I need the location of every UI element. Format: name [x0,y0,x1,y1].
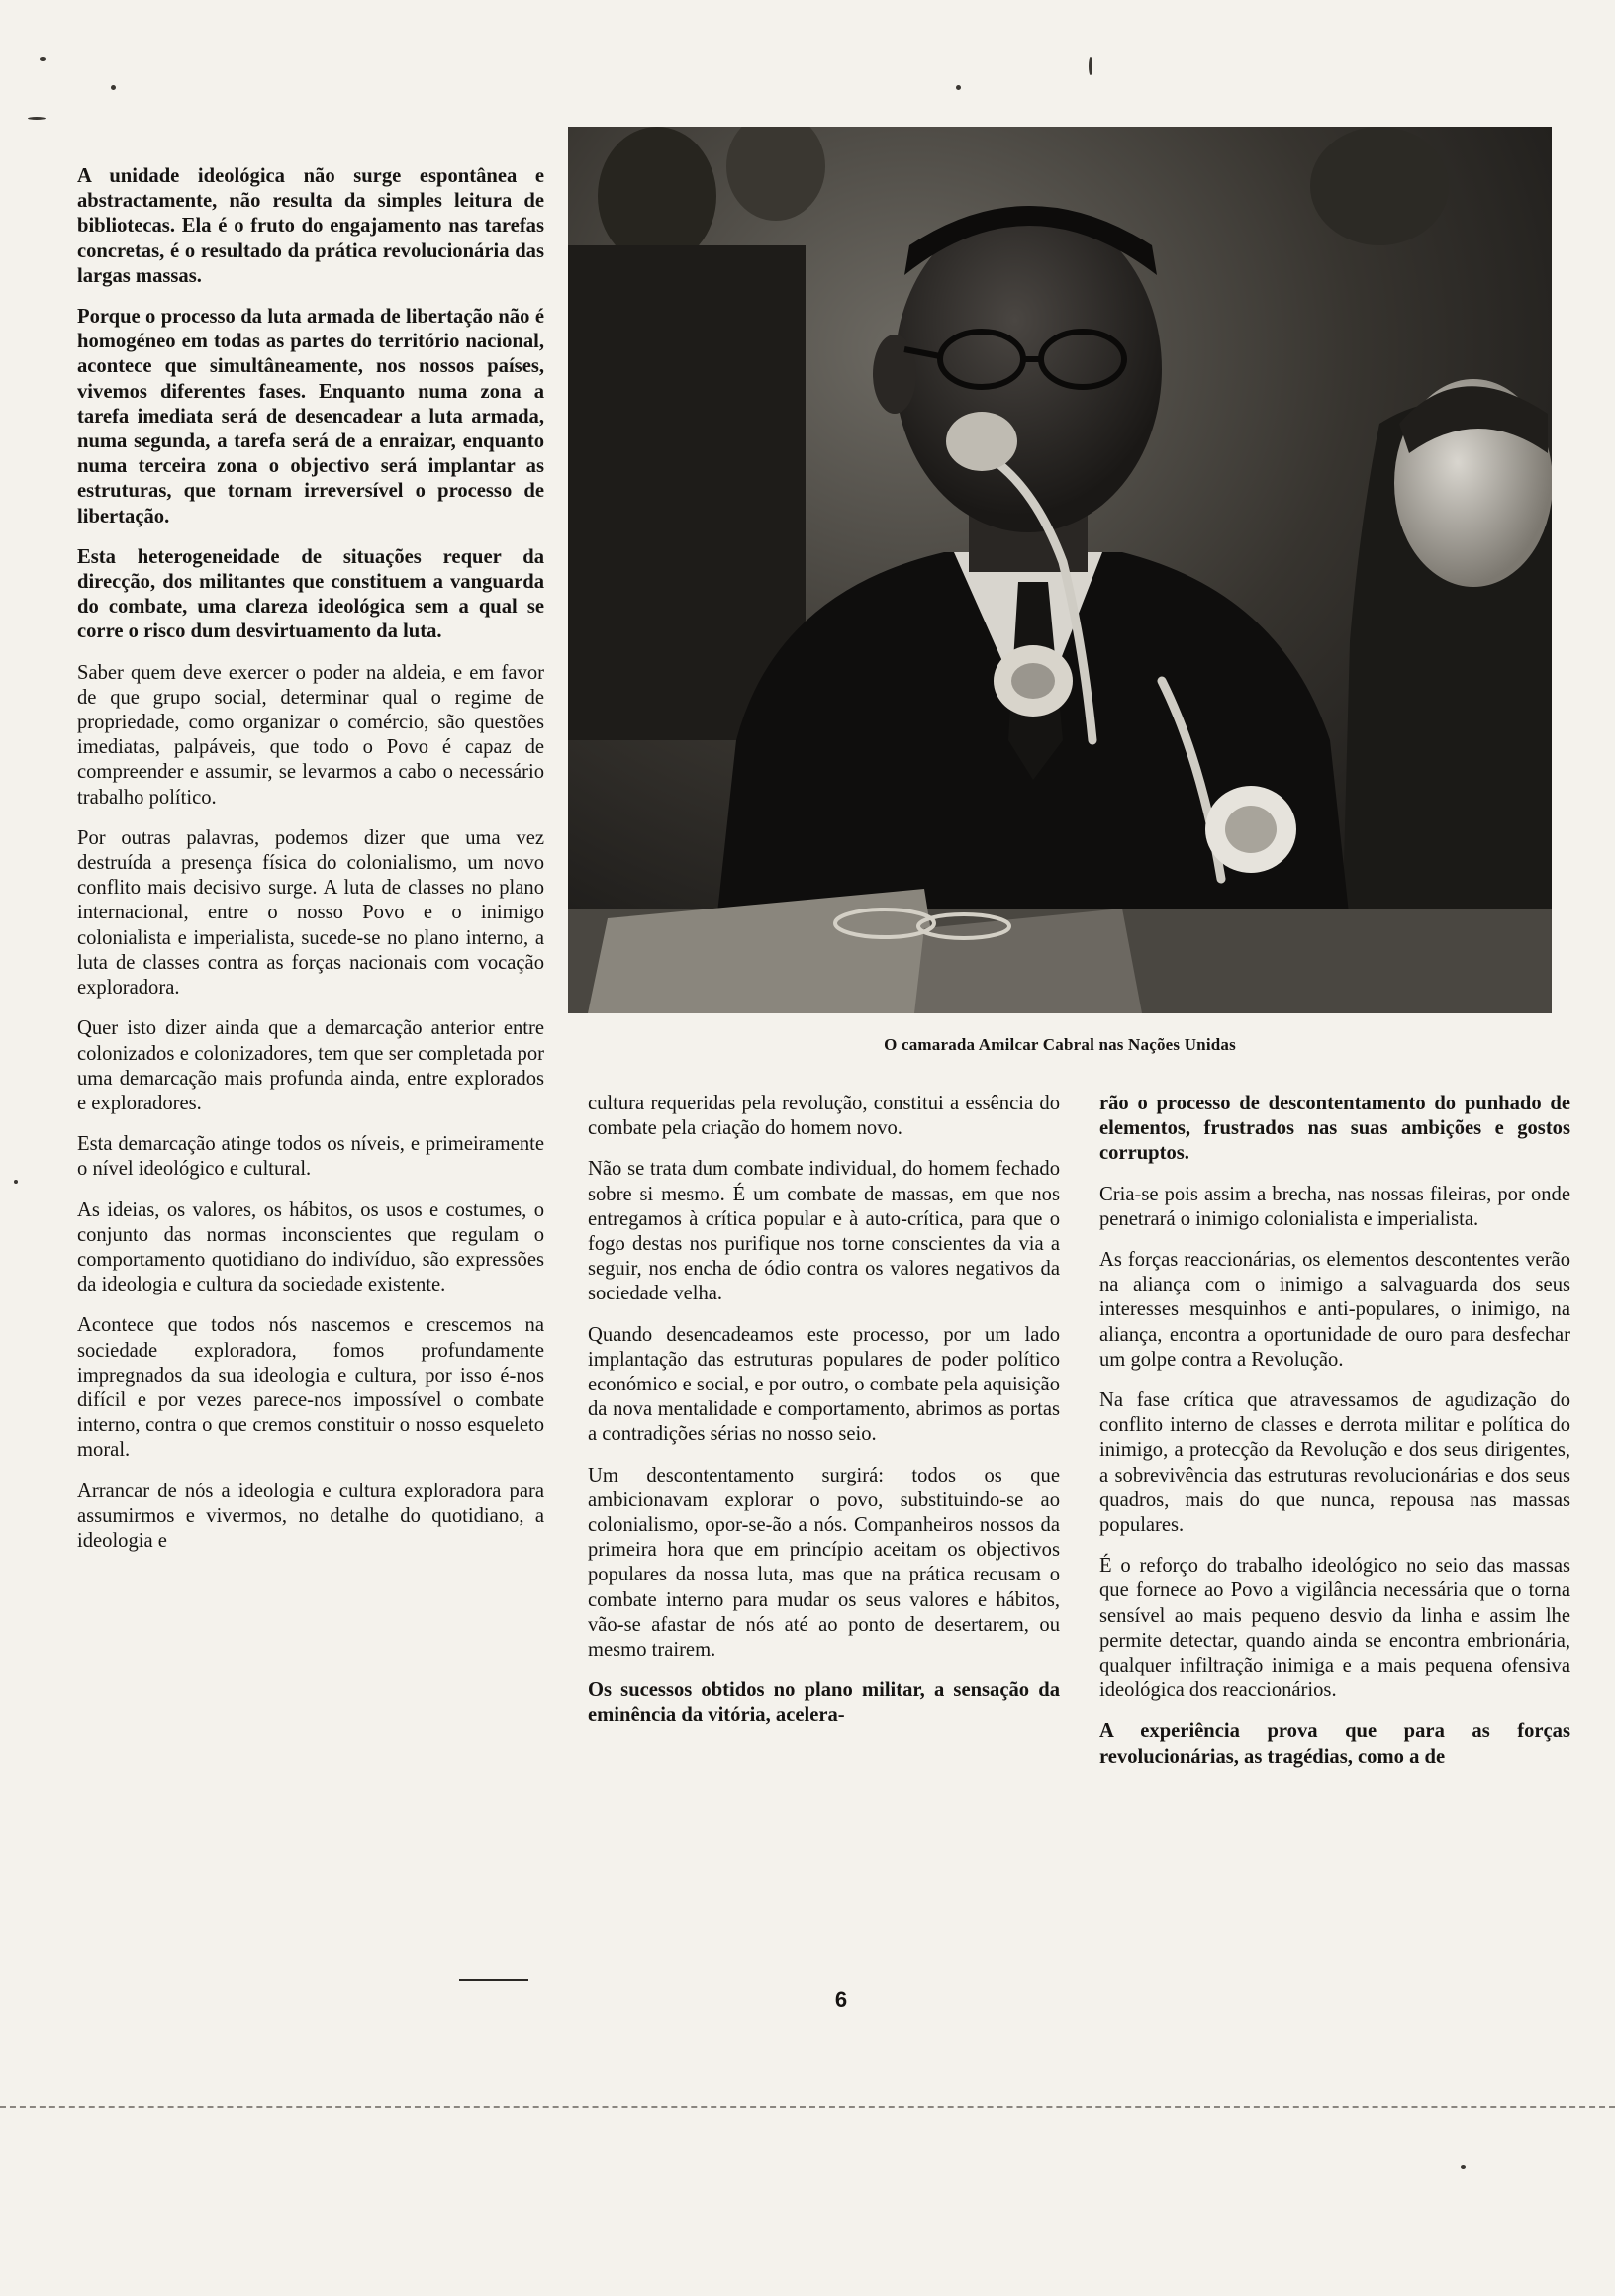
paragraph: As ideias, os valores, os hábitos, os usos e costumes, o conjunto das normas inconscientes que regulam o comportamento quotidiano do indivíduo, são expressões da ideologia e cultura da sociedade existente. [77,1198,544,1296]
paragraph: Na fase crítica que atravessamos de agudização do conflito interno de classes e derrota militar e política do inimigo, a protecção da Revolução e dos seus dirigentes, a sobrevivência das estruturas revolucionárias e dos seus quadros, mais do que nunca, repousa nas massas populares. [1099,1389,1570,1537]
paragraph: Porque o processo da luta armada de libertação não é homogéneo em todas as partes do território nacional, acontece que simultâneamente, nos nossos países, vivemos diferentes fases. Enquanto numa zona a tarefa imediata será de desencadear a luta armada, numa segunda, a tarefa será de a enraizar, enquanto numa terceira zona o objectivo será implantar as estruturas, que tornam irreversível o processo de libertação. [77,306,544,527]
paragraph: Quer isto dizer ainda que a demarcação anterior entre colonizados e colonizadores, tem que ser completada por uma demarcação mais profunda ainda, entre explorados e exploradores. [77,1017,544,1114]
scan-speck [956,85,961,90]
scan-speck [111,85,116,90]
scan-speck [40,57,46,61]
column-end-rule [459,1979,528,1981]
paragraph: A experiência prova que para as forças revolucionárias, as tragédias, como a de [1099,1720,1570,1768]
text-column-left [77,164,544,1570]
paragraph: rão o processo de descontentamento do punhado de elementos, frustrados nas suas ambições e gostos corruptos. [1099,1093,1570,1165]
text-column-middle [588,1092,1060,1745]
paragraph: Arrancar de nós a ideologia e cultura exploradora para assumirmos e vivermos, no detalhe do quotidiano, a ideologia e [77,1480,544,1552]
paragraph: Os sucessos obtidos no plano militar, a sensação da eminência da vitória, acelera- [588,1679,1060,1727]
paragraph: Um descontentamento surgirá: todos os que ambicionavam explorar o povo, substituindo-se ao colonialismo, opor-se-ão a nós. Companheiros nossos da primeira hora que em princípio aceitam os objectivos populares da nossa luta, mas que na prática recusam o combate interno para mudar os seus valores e hábitos, vão-se afastar de nós até ao ponto de desertarem, ou mesmo trairem. [588,1464,1060,1662]
paragraph: Por outras palavras, podemos dizer que uma vez destruída a presença física do colonialismo, um novo conflito mais decisivo surge. A luta de classes no plano internacional, entre o nosso Povo e o inimigo colonialista e imperialista, sucede-se no plano interno, a luta de classes contra as forças nacionais com vocação exploradora. [77,826,544,1000]
paragraph: Cria-se pois assim a brecha, nas nossas fileiras, por onde penetrará o inimigo colonialista e imperialista. [1099,1183,1570,1230]
paragraph: A unidade ideológica não surge espontânea e abstractamente, não resulta da simples leitura de bibliotecas. Ela é o fruto do engajamento nas tarefas concretas, é o resultado da prática revolucionária das largas massas. [77,165,544,287]
paragraph: Saber quem deve exercer o poder na aldeia, e em favor de que grupo social, determinar qual o regime de propriedade, como organizar o comércio, são questões imediatas, palpáveis, que todo o Povo é capaz de compreender e assumir, se levarmos a cabo o necessário trabalho político. [77,661,544,809]
paragraph: Esta heterogeneidade de situações requer da direcção, dos militantes que constituem a vanguarda do combate, uma clareza ideológica sem a qual se corre o risco dum desvirtuamento da luta. [77,545,544,643]
text-column-right [1099,1092,1570,1785]
paragraph: Acontece que todos nós nascemos e crescemos na sociedade exploradora, fomos profundamente impregnados da sua ideologia e cultura, por isso é-nos difícil e por vezes parece-nos impossível o combate interno, contra o que cremos constituir o nosso esqueleto moral. [77,1314,544,1462]
scan-speck [1089,57,1092,75]
paragraph: cultura requeridas pela revolução, constitui a essência do combate pela criação do homem novo. [588,1093,1060,1140]
photo-caption: O camarada Amilcar Cabral nas Nações Unidas [884,1035,1236,1054]
paragraph: Quando desencadeamos este processo, por um lado implantação das estruturas populares de poder político económico e social, e por outro, o combate pela aquisição da nova mentalidade e comportamento, abrimos as portas a contradições sérias no nosso seio. [588,1323,1060,1446]
scan-speck [1461,2165,1466,2169]
page-number: 6 [834,1987,848,2012]
scan-speck [14,1180,18,1184]
speaker-at-microphone-image [568,127,1552,1013]
paragraph: Não se trata dum combate individual, do homem fechado sobre si mesmo. É um combate de massas, em que nos entregamos à crítica popular e à auto-crítica, para que o fogo destas nos purifique nos torne conscientes da via a seguir, nos encha de ódio contra os valores negativos da sociedade velha. [588,1158,1060,1305]
scan-edge-line [0,2106,1615,2108]
paragraph: É o reforço do trabalho ideológico no seio das massas que fornece ao Povo a vigilância necessária que o torna sensível ao mais pequeno desvio da linha e assim lhe permite detectar, quando ainda se encontra embrionária, qualquer infiltração inimiga e a mais pequena ofensiva ideológica dos reaccionários. [1099,1555,1570,1702]
paragraph: As forças reaccionárias, os elementos descontentes verão na aliança com o inimigo a salvaguarda dos seus interesses mesquinhos e anti-populares, o inimigo, na aliança, encontra a oportunidade de ouro para desfechar um golpe contra a Revolução. [1099,1249,1570,1371]
paragraph: Esta demarcação atinge todos os níveis, e primeiramente o nível ideológico e cultural. [77,1133,544,1181]
photo-amilcar-cabral-un [568,127,1552,1013]
scan-speck [28,117,46,120]
